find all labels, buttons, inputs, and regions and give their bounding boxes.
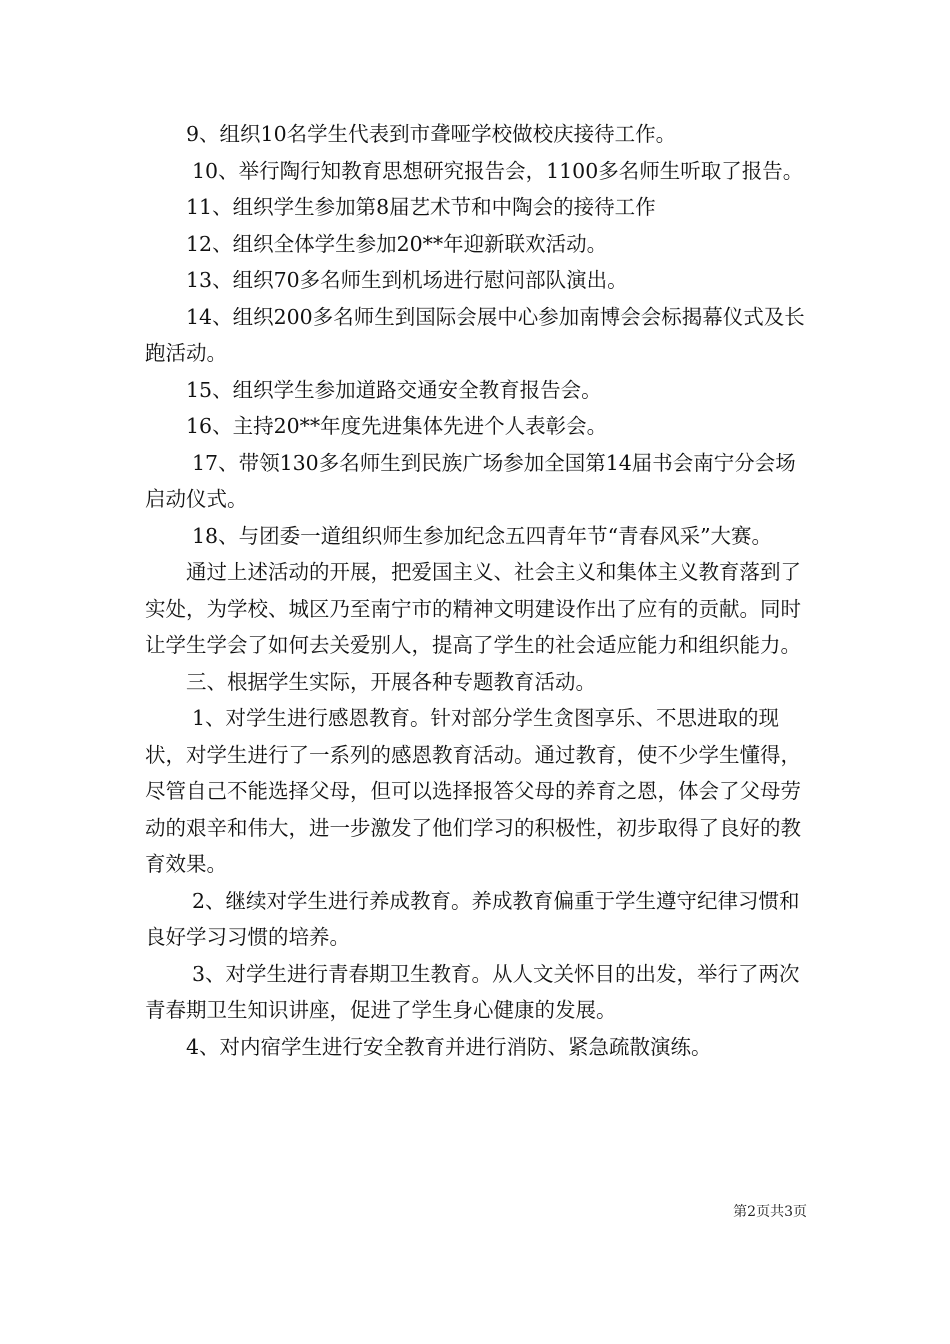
paragraph-item-17: 17、带领130多名师生到民族广场参加全国第14届书会南宁分会场启动仪式。 — [145, 450, 796, 511]
section-heading: 三、根据学生实际，开展各种专题教育活动。 — [186, 669, 596, 694]
paragraph-safety-education: 4、对内宿学生进行安全教育并进行消防、紧急疏散演练。 — [186, 1034, 712, 1059]
paragraph-item-11: 11、组织学生参加第8届艺术节和中陶会的接待工作 — [186, 195, 656, 219]
paragraph-item-13: 13、组织70多名师生到机场进行慰问部队演出。 — [186, 268, 628, 292]
paragraph-habit-education: 2、继续对学生进行养成教育。养成教育偏重于学生遵守纪律习惯和良好学习习惯的培养。 — [145, 888, 800, 949]
paragraph-adolescent-health: 3、对学生进行青春期卫生教育。从人文关怀目的出发，举行了两次青春期卫生知识讲座，促进了学生身心健康的发展。 — [145, 961, 800, 1022]
page-number: 第2页共3页 — [733, 1204, 807, 1220]
paragraph-item-16: 16、主持20**年度先进集体先进个人表彰会。 — [186, 414, 608, 438]
paragraph-item-12: 12、组织全体学生参加20**年迎新联欢活动。 — [186, 231, 608, 256]
paragraph-item-10: 10、举行陶行知教育思想研究报告会，1100多名师生听取了报告。 — [192, 158, 804, 183]
summary-paragraph: 通过上述活动的开展，把爱国主义、社会主义和集体主义教育落到了实处，为学校、城区乃至南宁市的精神文明建设作出了应有的贡献。同时让学生学会了如何去关爱别人，提高了学生的社会适应能力和组织能力。 — [145, 560, 801, 657]
paragraph-item-9: 9、组织10名学生代表到市聋哑学校做校庆接待工作。 — [186, 122, 677, 146]
paragraph-item-15: 15、组织学生参加道路交通安全教育报告会。 — [186, 377, 602, 402]
paragraph-item-14: 14、组织200多名师生到国际会展中心参加南博会会标揭幕仪式及长跑活动。 — [145, 304, 805, 365]
paragraph-item-18: 18、与团委一道组织师生参加纪念五四青年节“青春风采”大赛。 — [192, 523, 773, 548]
document-body — [145, 116, 810, 1065]
paragraph-gratitude-education: 1、对学生进行感恩教育。针对部分学生贪图享乐、不思进取的现状，对学生进行了一系列的感恩教育活动。通过教育，使不少学生懂得，尽管自己不能选择父母，但可以选择报答父母的养育之恩，体会了父母劳动的艰辛和伟大，进一步激发了他们学习的积极性，初步取得了良好的教育效果。 — [145, 706, 801, 876]
